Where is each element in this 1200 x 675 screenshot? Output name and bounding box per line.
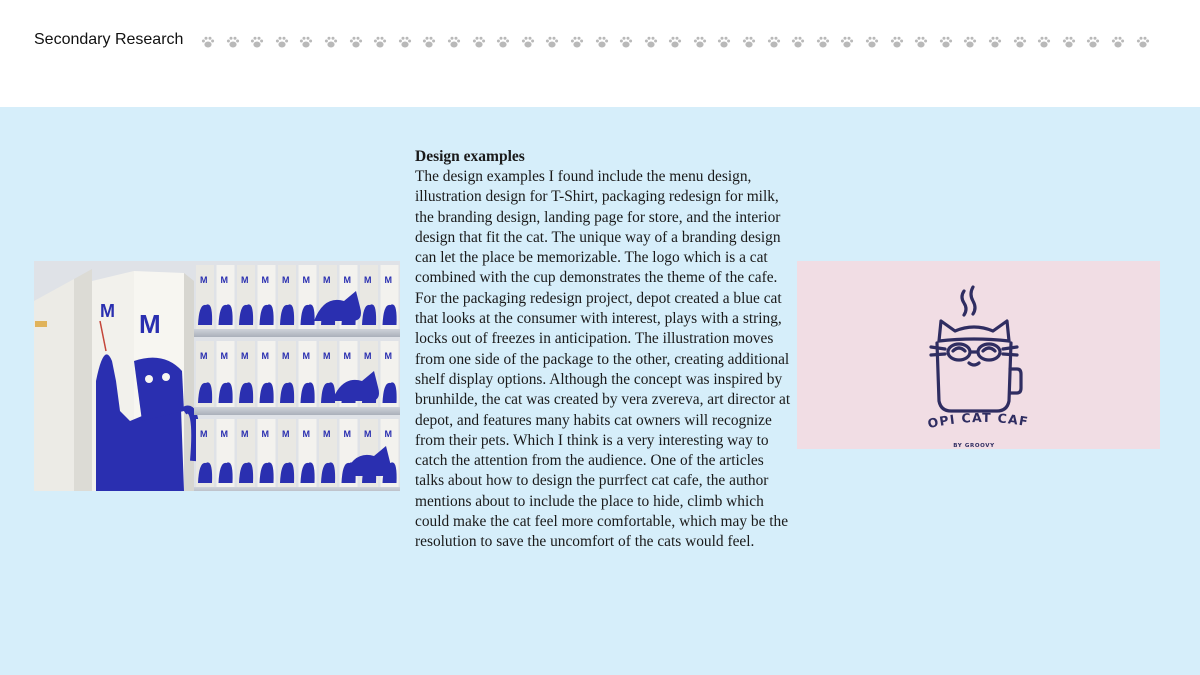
paw-print-icon — [348, 35, 364, 49]
article — [415, 147, 795, 553]
paw-print-icon — [495, 35, 511, 49]
carton-logo: M — [241, 275, 249, 285]
carton-logo: M — [364, 275, 372, 285]
kopi-cat-cafe-logo-card — [797, 261, 1160, 449]
paw-print-icon — [913, 35, 929, 49]
paw-print-icon — [766, 35, 782, 49]
carton-logo: M — [220, 275, 228, 285]
paw-print-icon — [1085, 35, 1101, 49]
logo-name: OPI CAT CAF — [926, 409, 1031, 432]
svg-text:M: M — [100, 301, 115, 321]
carton-logo: M — [200, 351, 208, 361]
carton-logo: M — [323, 429, 331, 439]
paw-print-icon — [1012, 35, 1028, 49]
milk-packaging-photo — [34, 261, 400, 491]
paw-print-icon — [667, 35, 683, 49]
paw-print-icon — [372, 35, 388, 49]
article-heading: Design examples — [415, 148, 525, 165]
slide-header — [0, 0, 1200, 107]
paw-print-icon — [839, 35, 855, 49]
carton-logo: M — [343, 429, 351, 439]
paw-print-icon — [987, 35, 1003, 49]
paw-print-icon — [1110, 35, 1126, 49]
carton-logo: M — [343, 275, 351, 285]
paw-print-icon — [962, 35, 978, 49]
carton-logo: M — [282, 429, 290, 439]
paw-print-icon — [790, 35, 806, 49]
carton-logo: M — [220, 429, 228, 439]
carton-logo: M — [200, 275, 208, 285]
paw-print-icon — [298, 35, 314, 49]
carton-logo: M — [343, 351, 351, 361]
carton-logo: M — [261, 351, 269, 361]
carton-logo: M — [384, 351, 392, 361]
paw-print-icon — [716, 35, 732, 49]
carton-logo: M — [261, 429, 269, 439]
foreground-cartons — [34, 269, 195, 491]
paw-print-icon — [446, 35, 462, 49]
paw-print-icon — [1061, 35, 1077, 49]
shelf — [194, 329, 400, 337]
carton-logo: M — [282, 351, 290, 361]
logo-tagline: BY GROOVY — [953, 443, 995, 449]
paw-print-icon — [1135, 35, 1151, 49]
article-body: The design examples I found include the menu design, illustration design for T-Shirt, packaging redesign for milk, the branding design, landing page for store, and the interior design that fit the cat. The unique way of a branding design can let the place be memorizable. The logo which is a cat combined with the cup demonstrates the theme of the cafe. For the packaging redesign project, depot created a blue cat that looks at the consumer with interest, plays with a string, locks out of freezes in anticipation. The illustration moves from one side of the package to the other, creating additional shelf display options. Although the concept was inspired by brunhilde, the cat was created by vera zvereva, art director at depot, and features many habits cat owners will recognize from their pets. Which I think is a very interesting way to catch the attention from the audience. One of the articles talks about how to design the purrfect cat cafe, the author mentions about to include the place to hide, climb which could make the cat feel more comfortable, which may be the resolution to save the uncomfort of the cats would feel. — [415, 168, 791, 551]
paw-print-icon — [643, 35, 659, 49]
paw-print-divider — [200, 35, 1200, 51]
carton-logo: M — [220, 351, 228, 361]
paw-print-icon — [1036, 35, 1052, 49]
section-title: Secondary Research — [34, 31, 184, 48]
carton-logo: M — [364, 351, 372, 361]
milk-carton-illustration — [34, 261, 400, 491]
carton-logo: M — [200, 429, 208, 439]
carton-logo: M — [384, 429, 392, 439]
paw-print-icon — [544, 35, 560, 49]
cat-in-cup-icon — [797, 261, 1160, 449]
carton-logo: M — [323, 351, 331, 361]
paw-print-icon — [397, 35, 413, 49]
paw-print-icon — [889, 35, 905, 49]
shelf — [194, 407, 400, 415]
paw-print-icon — [692, 35, 708, 49]
carton-logo: M — [302, 429, 310, 439]
paw-print-icon — [618, 35, 634, 49]
paw-print-icon — [864, 35, 880, 49]
carton-logo: M — [323, 275, 331, 285]
carton-logo: M — [261, 275, 269, 285]
paw-print-icon — [938, 35, 954, 49]
paw-print-icon — [274, 35, 290, 49]
carton-logo: M — [241, 351, 249, 361]
paw-print-icon — [421, 35, 437, 49]
carton-logo: M — [364, 429, 372, 439]
carton-logo: M — [384, 275, 392, 285]
shelf — [194, 487, 400, 491]
svg-text:M: M — [139, 309, 161, 339]
paw-print-icon — [520, 35, 536, 49]
paw-print-icon — [225, 35, 241, 49]
carton-logo: M — [282, 275, 290, 285]
paw-print-icon — [249, 35, 265, 49]
paw-print-icon — [200, 35, 216, 49]
carton-logo: M — [241, 429, 249, 439]
paw-print-icon — [815, 35, 831, 49]
paw-print-icon — [569, 35, 585, 49]
carton-logo: M — [302, 351, 310, 361]
carton-logo: M — [302, 275, 310, 285]
paw-print-icon — [741, 35, 757, 49]
paw-print-icon — [471, 35, 487, 49]
paw-print-icon — [594, 35, 610, 49]
paw-print-icon — [323, 35, 339, 49]
